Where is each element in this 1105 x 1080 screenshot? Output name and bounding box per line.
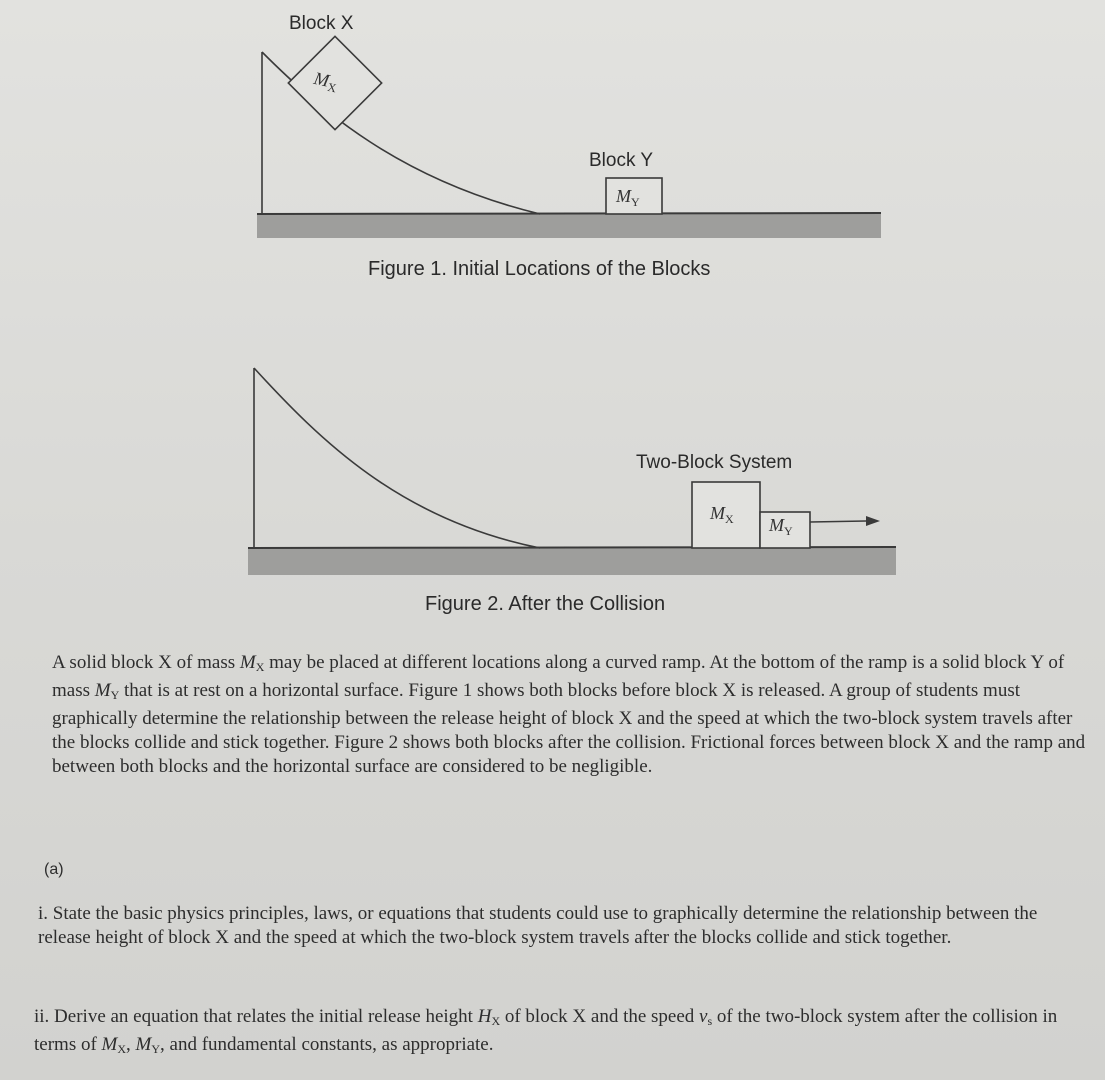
figure-1-caption: Figure 1. Initial Locations of the Blocks: [368, 258, 711, 280]
part-label: (a): [44, 861, 64, 878]
fig1-block-x-label: Block X: [289, 13, 354, 34]
fig1-ground-line: [257, 213, 881, 214]
fig2-ground: [248, 548, 896, 575]
fig1-ground: [257, 214, 881, 238]
velocity-arrow: [810, 521, 866, 522]
fig1-block-y-mass: $M_Y$: [616, 186, 640, 209]
fig2-block-x-mass: $M_X$: [710, 503, 734, 526]
question-i: i. State the basic physics principles, laws, or equations that students could use to graphically determine the relationship between the release height of block X and the speed at which the two-block system travels after the blocks collide and stick together.: [38, 903, 1038, 948]
velocity-arrowhead: [866, 516, 880, 526]
problem-intro: A solid block X of mass $M_X$ may be placed at different locations along a curved ramp. At the bottom of the ramp is a solid block Y of mass $M_Y$ that is at rest on a horizontal surface. Figure 1 shows both blocks before block X is released. A group of students must graphically determine the relationship between the release height of block X and the speed at which the two-block system travels after the blocks collide and stick together. Figure 2 shows both blocks after the collision. Frictional forces between block X and the ramp and between both blocks and the horizontal surface are considered to be negligible.: [52, 652, 1086, 777]
fig2-system-label: Two-Block System: [636, 452, 793, 473]
fig1-block-y-label: Block Y: [589, 150, 654, 171]
fig2-block-y-mass: $M_Y$: [769, 515, 793, 538]
figure-2-caption: Figure 2. After the Collision: [425, 593, 666, 615]
fig1-block-x-mass: $M_X$: [312, 67, 338, 96]
question-ii: ii. Derive an equation that relates the initial release height $H_X$ of block X and the speed $v_s$ of the two-block system after the collision in terms of $M_X$, $M_Y$, and fundamental constants, as appropriate.: [34, 1006, 1058, 1056]
fig2-ramp-curve: [254, 368, 540, 548]
